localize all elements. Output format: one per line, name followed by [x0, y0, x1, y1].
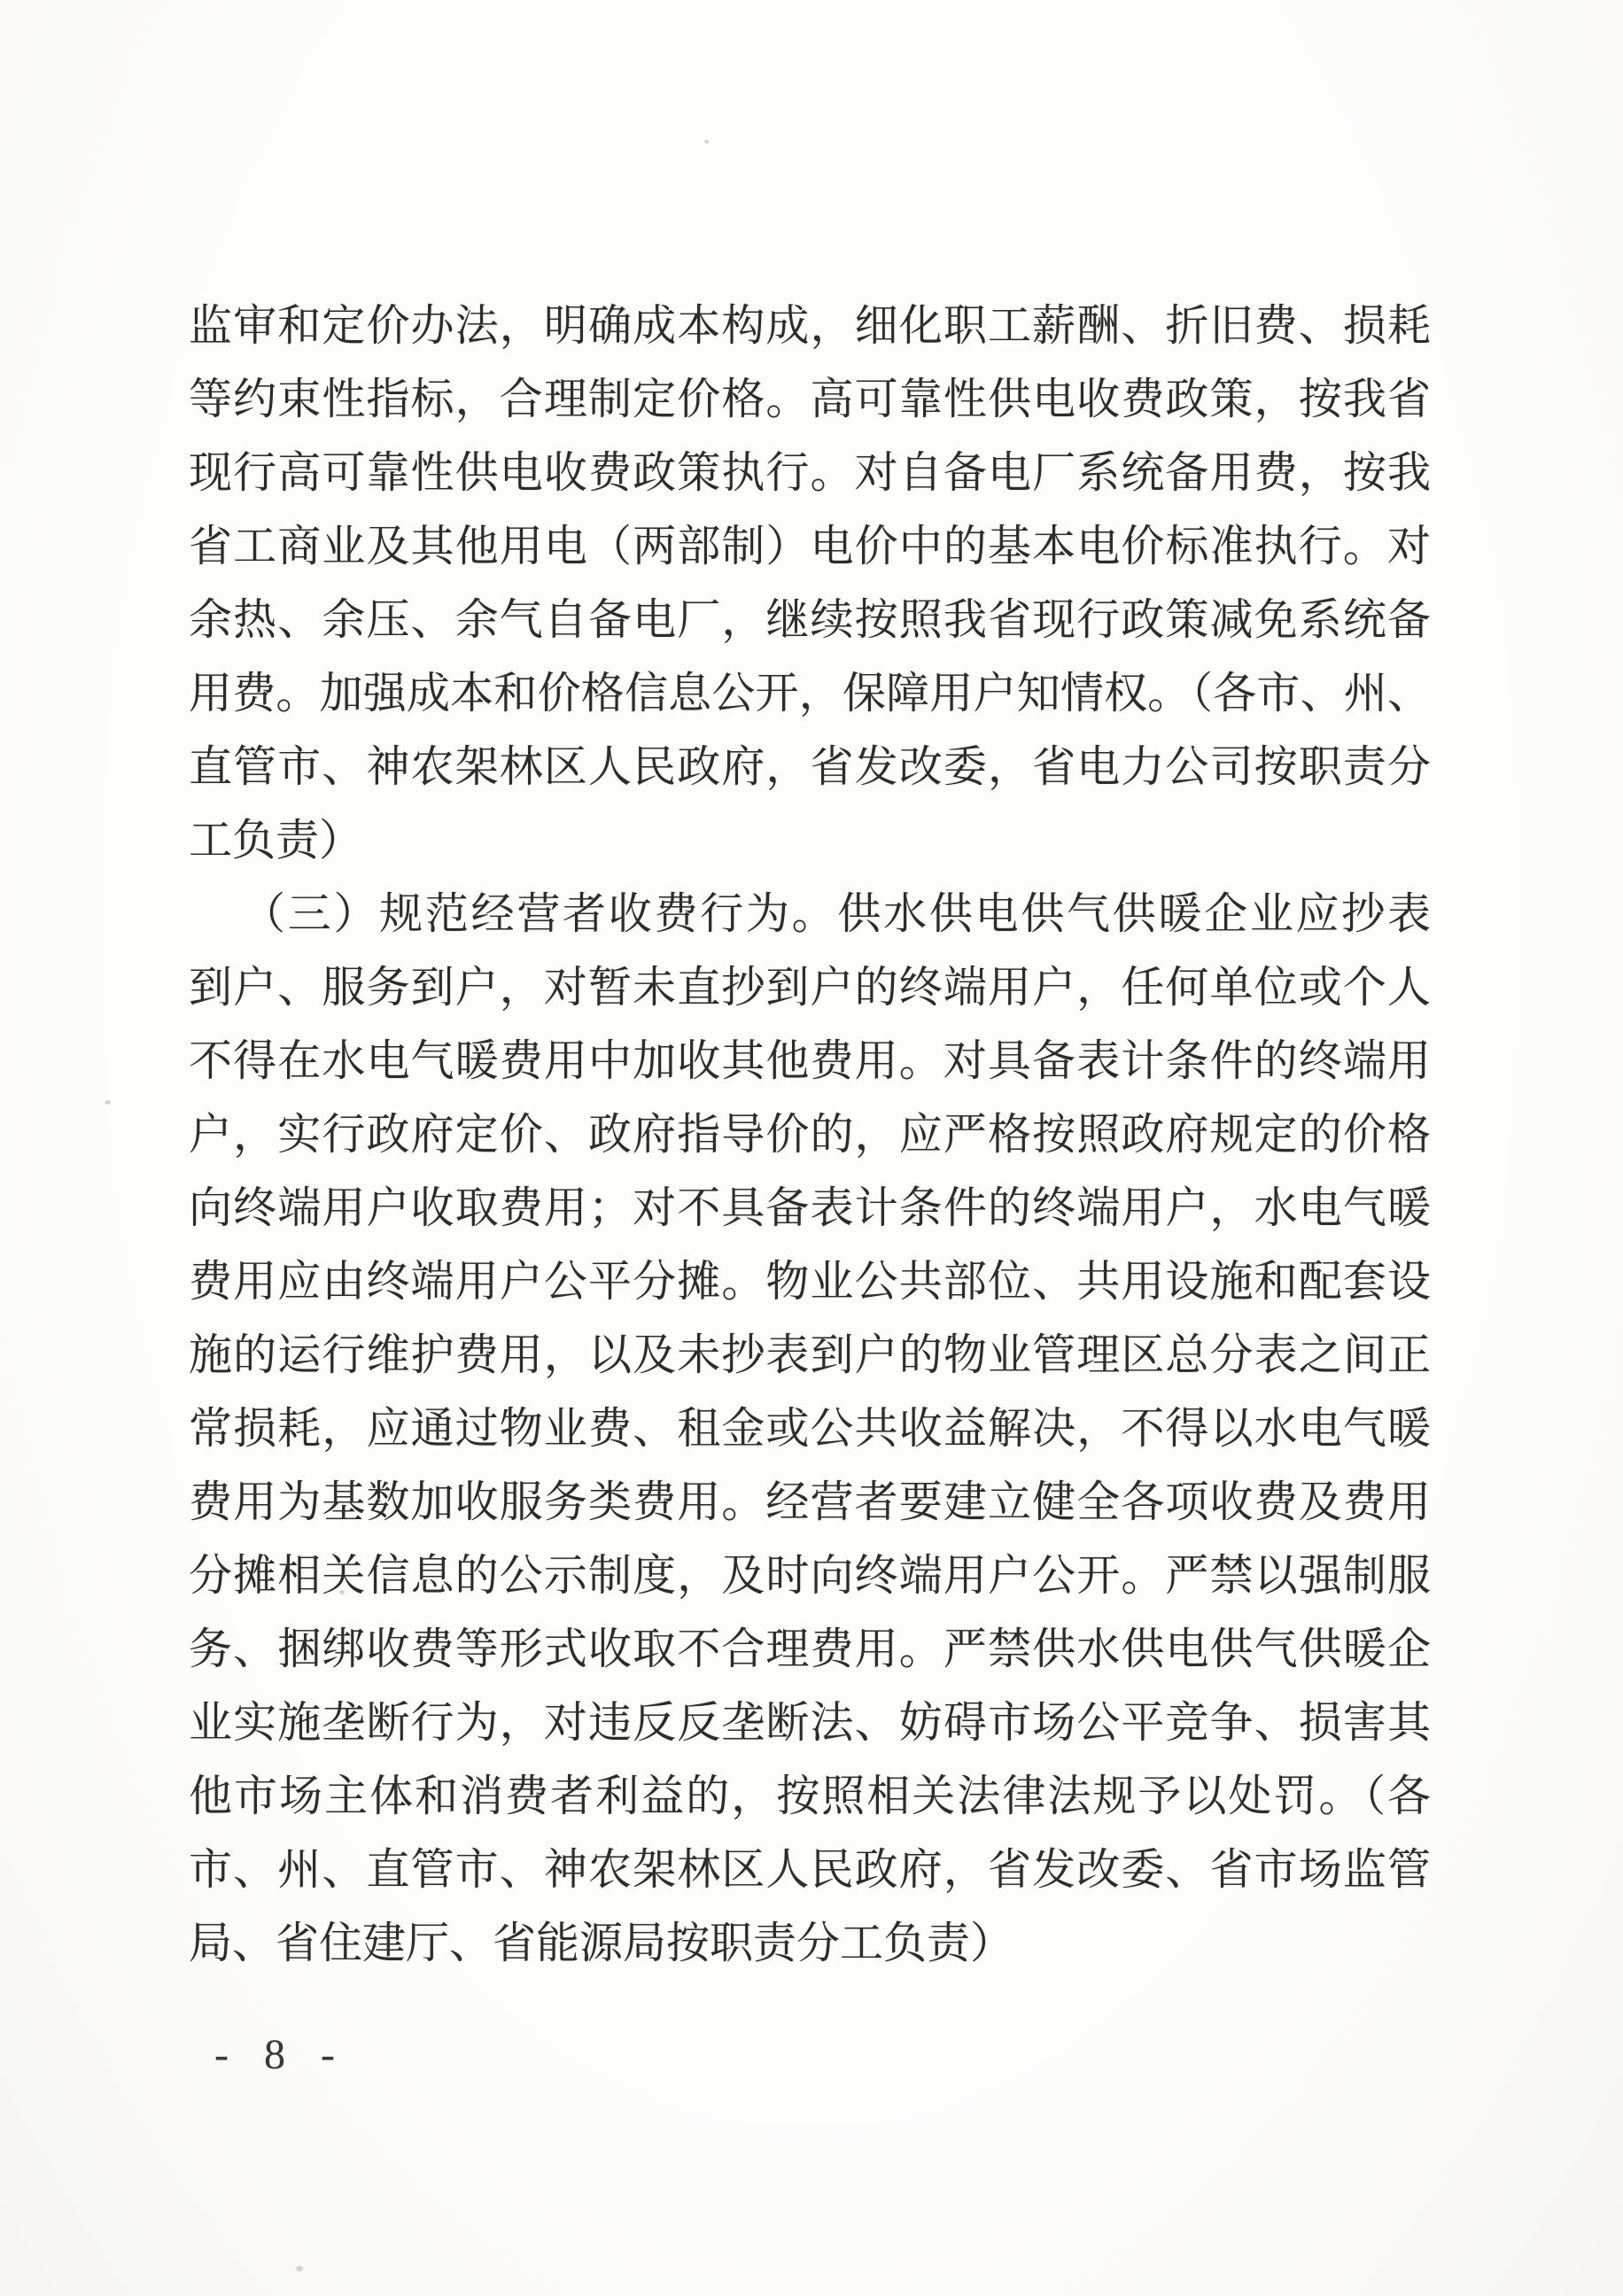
text-line: 直管市、神农架林区人民政府，省发改委，省电力公司按职责分	[189, 742, 1431, 791]
text-line: 常损耗，应通过物业费、租金或公共收益解决，不得以水电气暖	[189, 1404, 1431, 1453]
text-line: 不得在水电气暖费用中加收其他费用。对具备表计条件的终端用	[189, 1036, 1431, 1085]
text-line: 费用应由终端用户公平分摊。物业公共部位、共用设施和配套设	[189, 1257, 1431, 1306]
page-number: - 8 -	[214, 2031, 347, 2078]
text-line: 施的运行维护费用，以及未抄表到户的物业管理区总分表之间正	[189, 1330, 1431, 1379]
document-body	[189, 289, 1431, 1980]
text-line: 户，实行政府定价、政府指导价的，应严格按照政府规定的价格	[189, 1110, 1431, 1159]
text-line: 监审和定价办法，明确成本构成，细化职工薪酬、折旧费、损耗	[189, 301, 1431, 350]
text-line: 工负责）	[189, 816, 363, 865]
scan-speck	[105, 1100, 111, 1105]
text-line: 省工商业及其他用电（两部制）电价中的基本电价标准执行。对	[189, 522, 1431, 570]
text-line: 向终端用户收取费用；对不具备表计条件的终端用户，水电气暖	[189, 1183, 1431, 1232]
text-line: 他市场主体和消费者利益的，按照相关法律法规予以处罚。（各	[189, 1772, 1431, 1820]
text-line: 余热、余压、余气自备电厂，继续按照我省现行政策减免系统备	[189, 595, 1431, 644]
scan-speck	[704, 140, 709, 144]
text-line: （三）规范经营者收费行为。供水供电供气供暖企业应抄表	[242, 889, 1431, 938]
text-line: 务、捆绑收费等形式收取不合理费用。严禁供水供电供气供暖企	[189, 1625, 1431, 1673]
text-line: 分摊相关信息的公示制度，及时向终端用户公开。严禁以强制服	[189, 1551, 1431, 1600]
text-line: 用费。加强成本和价格信息公开，保障用户知情权。（各市、州、	[189, 669, 1431, 718]
text-line: 业实施垄断行为，对违反反垄断法、妨碍市场公平竞争、损害其	[189, 1698, 1431, 1747]
text-line: 费用为基数加收服务类费用。经营者要建立健全各项收费及费用	[189, 1478, 1431, 1526]
text-line: 现行高可靠性供电收费政策执行。对自备电厂系统备用费，按我	[189, 448, 1431, 497]
text-line: 到户、服务到户，对暂未直抄到户的终端用户，任何单位或个人	[189, 963, 1431, 1012]
scan-speck	[339, 1590, 345, 1594]
text-line: 市、州、直管市、神农架林区人民政府，省发改委、省市场监管	[189, 1845, 1431, 1894]
text-line: 局、省住建厅、省能源局按职责分工负责）	[189, 1919, 1014, 1967]
scan-speck	[296, 2266, 303, 2271]
text-line: 等约束性指标，合理制定价格。高可靠性供电收费政策，按我省	[189, 375, 1431, 423]
